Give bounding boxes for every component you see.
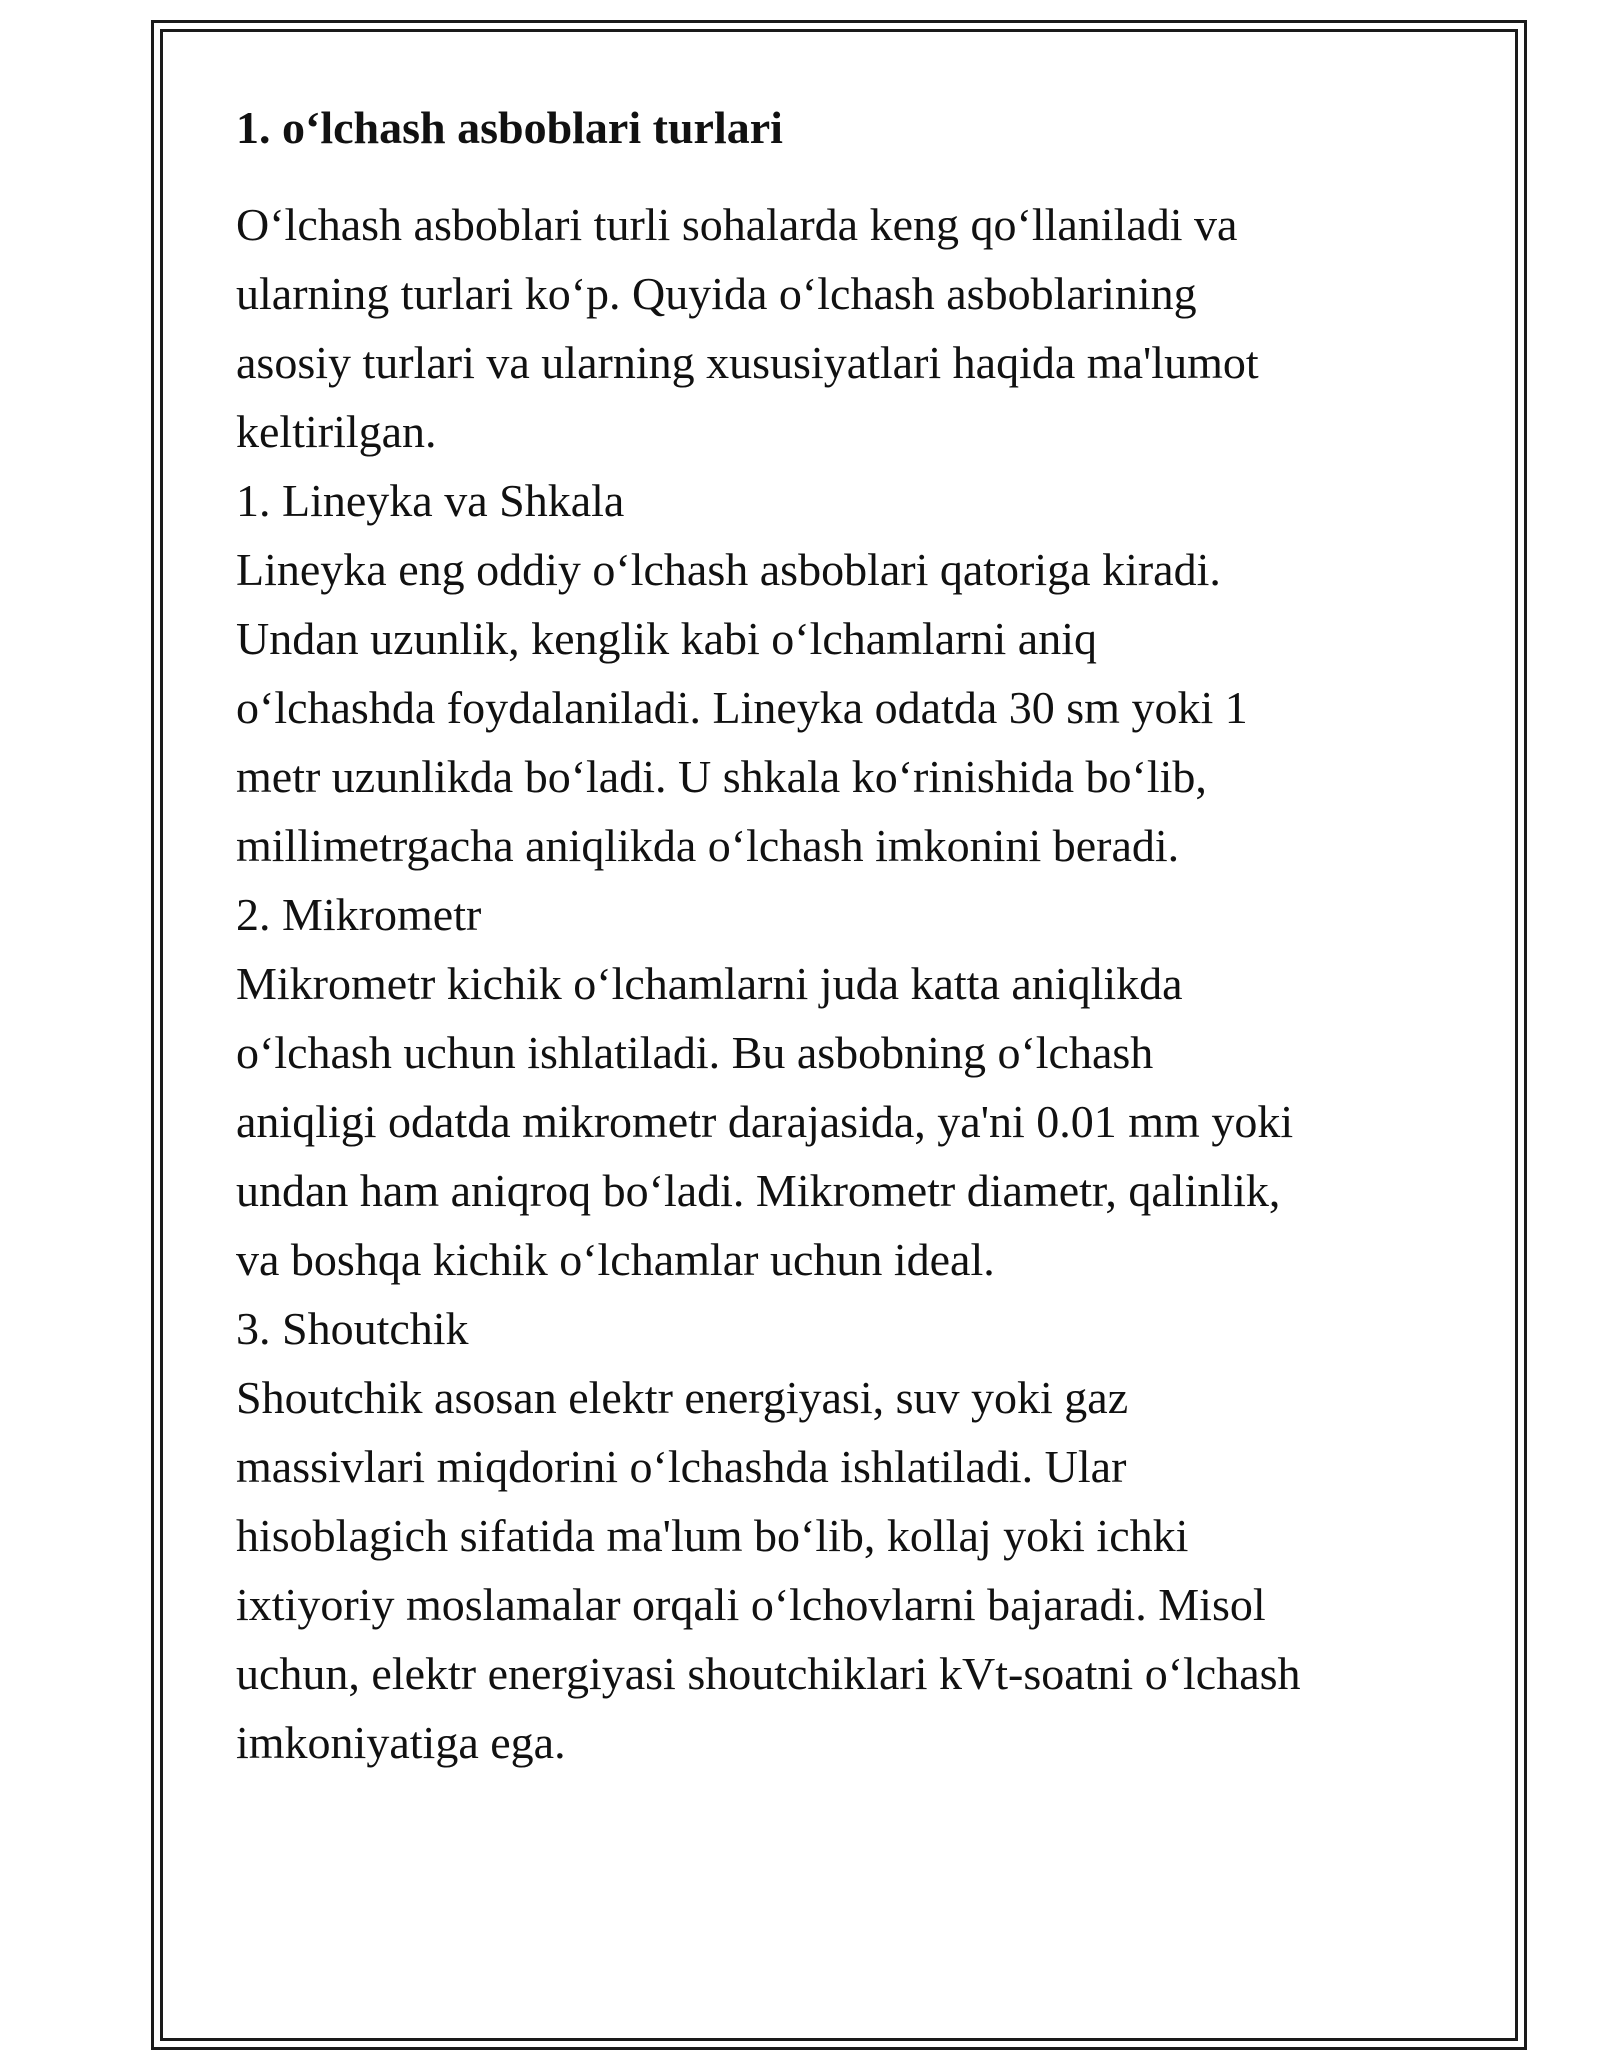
text-line: metr uzunlikda bo‘ladi. U shkala ko‘rinishida bo‘lib, bbox=[236, 751, 1207, 802]
text-line: keltirilgan. bbox=[236, 406, 437, 457]
text-line: asosiy turlari va ularning xususiyatlari haqida ma'lumot bbox=[236, 337, 1259, 388]
section-heading: 1. o‘lchash asboblari turlari bbox=[236, 102, 783, 153]
subheading-mikrometr: 2. Mikrometr bbox=[236, 889, 482, 940]
body-text bbox=[236, 190, 1466, 1777]
text-line: Lineyka eng oddiy o‘lchash asboblari qatoriga kiradi. bbox=[236, 544, 1221, 595]
text-line: va boshqa kichik o‘lchamlar uchun ideal. bbox=[236, 1234, 995, 1285]
text-line: Undan uzunlik, kenglik kabi o‘lchamlarni aniq bbox=[236, 613, 1097, 664]
text-line: Mikrometr kichik o‘lchamlarni juda katta aniqlikda bbox=[236, 958, 1183, 1009]
text-line: Shoutchik asosan elektr energiyasi, suv yoki gaz bbox=[236, 1372, 1129, 1423]
document-content bbox=[236, 100, 1466, 1777]
text-line: O‘lchash asboblari turli sohalarda keng qo‘llaniladi va bbox=[236, 199, 1238, 250]
text-line: ixtiyoriy moslamalar orqali o‘lchovlarni bajaradi. Misol bbox=[236, 1579, 1266, 1630]
text-line: massivlari miqdorini o‘lchashda ishlatiladi. Ular bbox=[236, 1441, 1127, 1492]
text-line: o‘lchash uchun ishlatiladi. Bu asbobning o‘lchash bbox=[236, 1027, 1154, 1078]
text-line: ularning turlari ko‘p. Quyida o‘lchash asboblarining bbox=[236, 268, 1197, 319]
text-line: millimetrgacha aniqlikda o‘lchash imkonini beradi. bbox=[236, 820, 1180, 871]
subheading-lineyka: 1. Lineyka va Shkala bbox=[236, 475, 625, 526]
text-line: uchun, elektr energiyasi shoutchiklari kVt-soatni o‘lchash bbox=[236, 1648, 1301, 1699]
subheading-shoutchik: 3. Shoutchik bbox=[236, 1303, 469, 1354]
text-line: undan ham aniqroq bo‘ladi. Mikrometr diametr, qalinlik, bbox=[236, 1165, 1281, 1216]
text-line: imkoniyatiga ega. bbox=[236, 1717, 566, 1768]
text-line: aniqligi odatda mikrometr darajasida, ya'ni 0.01 mm yoki bbox=[236, 1096, 1294, 1147]
text-line: hisoblagich sifatida ma'lum bo‘lib, kollaj yoki ichki bbox=[236, 1510, 1189, 1561]
text-line: o‘lchashda foydalaniladi. Lineyka odatda 30 sm yoki 1 bbox=[236, 682, 1248, 733]
